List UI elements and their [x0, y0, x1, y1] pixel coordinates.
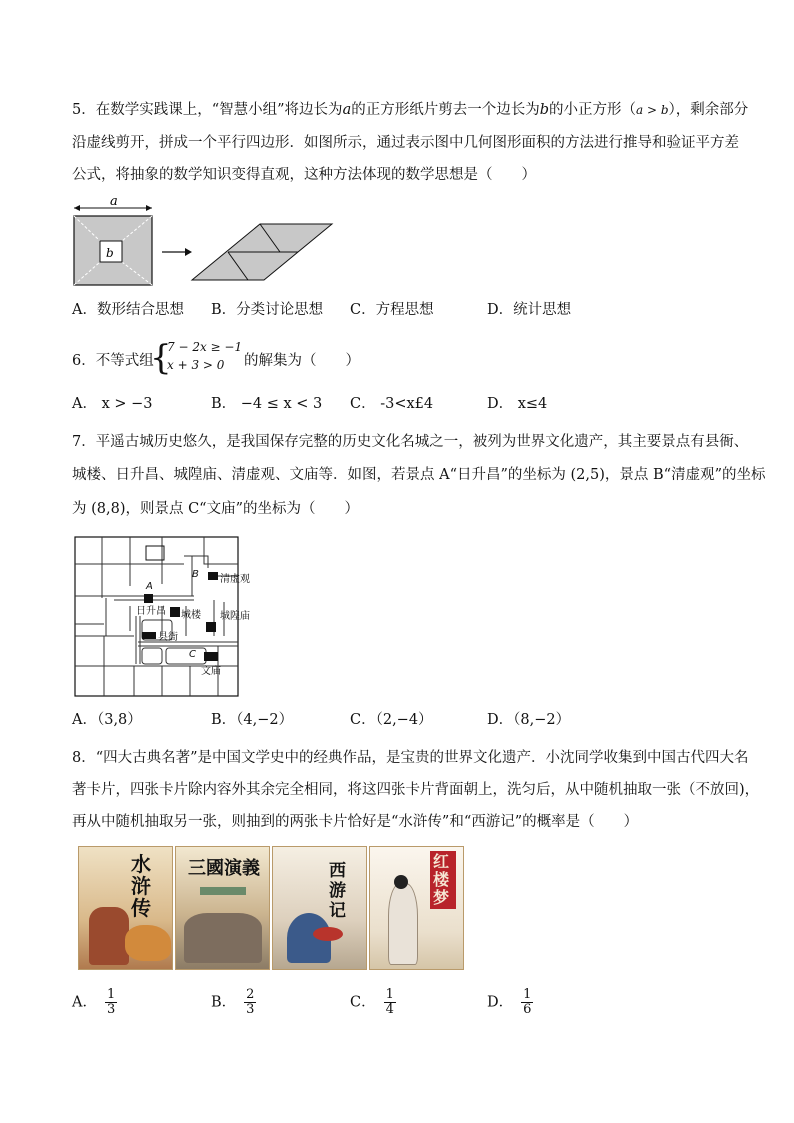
q8-option-c-fraction	[384, 988, 396, 1017]
q8-option-a-label: A．	[72, 994, 97, 1011]
q8-option-d-fraction	[521, 988, 533, 1017]
numerator: 1	[106, 987, 116, 1002]
q8-line-3: 再从中随机抽取另一张，则抽到的两张卡片恰好是“水浒传”和“西游记”的概率是（ ）	[72, 814, 639, 830]
q7-option-b[interactable]: B．（4,−2）	[211, 712, 294, 728]
q8-option-c-label: C．	[350, 994, 376, 1011]
denominator: 3	[246, 1002, 255, 1017]
q7-option-d[interactable]: D．（8,−2）	[487, 712, 571, 728]
q5-fig-label-b: b	[106, 246, 114, 260]
q8-line-1: 8．“四大古典名著”是中国文学史中的经典作品，是宝贵的世界文化遗产．小沈同学收集到中国古代四大名	[72, 750, 749, 766]
card-honglou	[369, 846, 464, 970]
map-label-chenghuang: 城隍庙	[220, 611, 250, 622]
q5-var-a: a	[342, 102, 352, 118]
q5-text-1a: 5．在数学实践课上，“智慧小组”将边长为	[72, 102, 343, 118]
q6-option-a[interactable]: A． x > −3	[72, 396, 153, 412]
numerator: 1	[523, 987, 532, 1002]
card-title-xiyou: 西游记	[329, 861, 346, 921]
map-label-wenmiao: 文庙	[201, 666, 221, 677]
denominator: 3	[106, 1002, 116, 1017]
card-title-honglou: 红楼梦	[433, 852, 450, 907]
q8-option-c[interactable]	[350, 988, 396, 1017]
map-label-c: C	[189, 649, 196, 660]
q5-text-1b: 的正方形纸片剪去一个边长为	[351, 102, 540, 118]
numerator: 1	[385, 987, 394, 1002]
q7-option-c[interactable]: C．（2,−4）	[350, 712, 433, 728]
card-xiyou	[272, 846, 367, 970]
q5-line-2: 沿虚线剪开，拼成一个平行四边形．如图所示，通过表示图中几何图形面积的方法进行推导和验证平方差	[72, 135, 739, 151]
card-shuihu	[78, 846, 173, 970]
q7-option-a[interactable]: A．（3,8）	[72, 712, 142, 728]
q8-line-2: 著卡片，四张卡片除内容外其余完全相同，将这四张卡片背面朝上，洗匀后，从中随机抽取一张（不放回)，	[72, 782, 760, 798]
q5-text-1d: ），剩余部分	[668, 102, 749, 118]
q6-option-b[interactable]: B． −4 ≤ x < 3	[211, 396, 323, 412]
q8-option-a[interactable]	[72, 988, 117, 1017]
q5-var-b: b	[539, 102, 550, 118]
map-label-risheng: 日升昌	[136, 606, 166, 617]
brace-icon: {	[150, 338, 172, 378]
card-sanguo	[175, 846, 270, 970]
q7-line-3: 为 (8,8)，则景点 C“文庙”的坐标为（ ）	[72, 501, 360, 517]
q5-fig-label-a: a	[110, 196, 118, 209]
q6-inequality-1: 7 − 2x ≥ −1	[167, 340, 243, 354]
card-title-shuihu: 水浒传	[131, 852, 151, 920]
q6-inequality-2: x + 3 > 0	[167, 358, 225, 372]
q8-option-d[interactable]	[487, 988, 533, 1017]
q6-option-c[interactable]: C． -3<x£4	[350, 396, 434, 412]
q5-text-1c: 的小正方形（	[549, 102, 637, 118]
map-label-qingxu: 清虚观	[220, 574, 250, 585]
q5-option-b[interactable]: B．分类讨论思想	[211, 302, 324, 318]
map-label-xianya: 县衙	[158, 632, 178, 643]
map-label-b: B	[192, 569, 199, 580]
card-title-sanguo: 三國演義	[188, 858, 260, 879]
q8-option-a-fraction	[105, 988, 117, 1017]
q5-line-1	[72, 100, 748, 120]
numerator: 2	[246, 987, 255, 1002]
q8-option-d-label: D．	[487, 994, 514, 1011]
denominator: 4	[385, 1002, 394, 1017]
q5-condition: a > b	[636, 103, 669, 117]
q6-prefix: 6．不等式组	[72, 353, 154, 369]
q7-line-1: 7．平遥古城历史悠久，是我国保存完整的历史文化名城之一，被列为世界文化遗产，其主要景点有县衙、	[72, 434, 749, 450]
q6-suffix: 的解集为（ ）	[244, 353, 360, 369]
q5-figure	[70, 196, 340, 291]
q5-option-a[interactable]: A．数形结合思想	[72, 302, 184, 318]
q6-option-d[interactable]: D． x≤4	[487, 396, 548, 412]
denominator: 6	[523, 1002, 532, 1017]
map-label-a: A	[146, 581, 153, 592]
q8-option-b[interactable]	[211, 988, 256, 1017]
q5-option-d[interactable]: D．统计思想	[487, 302, 572, 318]
map-label-chenglou: 城楼	[181, 610, 201, 621]
q7-map-labels	[74, 536, 250, 698]
q5-option-c[interactable]: C．方程思想	[350, 302, 434, 318]
q8-option-b-label: B．	[211, 994, 237, 1011]
q8-option-b-fraction	[244, 988, 256, 1017]
q5-line-3: 公式，将抽象的数学知识变得直观，这种方法体现的数学思想是（ ）	[72, 167, 536, 183]
q7-line-2: 城楼、日升昌、城隍庙、清虚观、文庙等．如图，若景点 A“日升昌”的坐标为 (2,5)，景点 B“清虚观”的坐标	[72, 467, 766, 483]
